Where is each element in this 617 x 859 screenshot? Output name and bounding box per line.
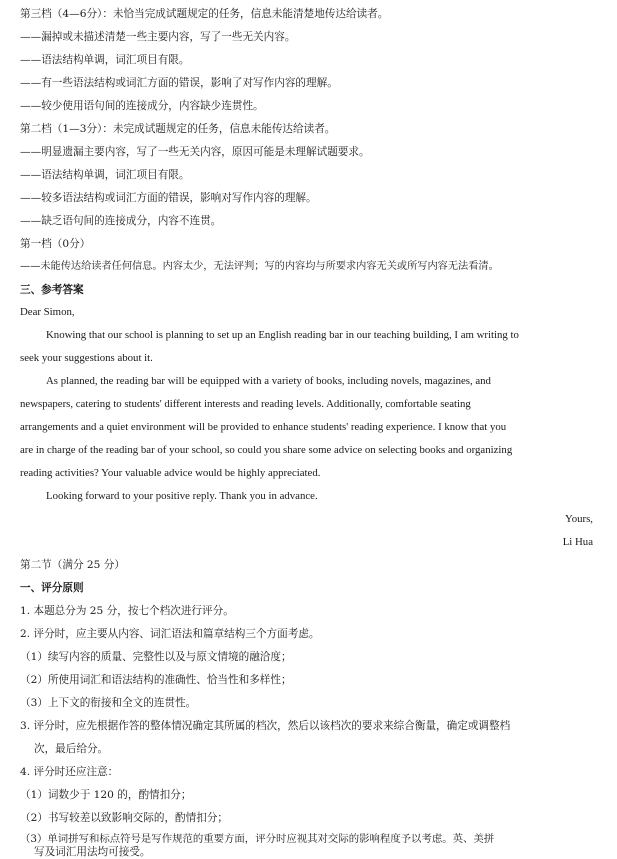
- letter-p3: Looking forward to your positive reply. Thank you in advance.: [46, 490, 318, 502]
- letter-p1-line1: Knowing that our school is planning to set up an English reading bar in our teaching building, I am writing to: [46, 329, 519, 341]
- letter-p2-line5: reading activities? Your valuable advice would be highly appreciated.: [20, 467, 321, 479]
- grade3-item-2: ——语法结构单调，词汇项目有限。: [20, 54, 190, 66]
- principle-4-item-3-line1: （3）单词拼写和标点符号是写作规范的重要方面，评分时应视其对交际的影响程度予以考虑。英、美拼: [20, 833, 495, 845]
- principle-4: 4. 评分时还应注意：: [20, 766, 119, 778]
- principle-2-item-3: （3）上下文的衔接和全文的连贯性。: [20, 697, 197, 709]
- principle-3-line1: 3. 评分时，应先根据作答的整体情况确定其所属的档次，然后以该档次的要求来综合衡量，确定或调整档: [20, 720, 511, 732]
- letter-p2-line3: arrangements and a quiet environment will be provided to enhance students' reading experience. I know that you: [20, 421, 507, 433]
- letter-closing: Yours,: [564, 513, 593, 525]
- grade1-title: 第一档（0分）: [20, 238, 91, 250]
- letter-signature: Li Hua: [562, 536, 593, 548]
- grade2-item-3: ——较多语法结构或词汇方面的错误，影响对写作内容的理解。: [20, 192, 317, 204]
- grade2-item-1: ——明显遗漏主要内容，写了一些无关内容，原因可能是未理解试题要求。: [20, 146, 370, 158]
- section2-title: 第二节（满分 25 分）: [20, 559, 125, 571]
- grade1-item-1: ——未能传达给读者任何信息。内容太少，无法评判；写的内容均与所要求内容无关或所写内容无法看清。: [20, 261, 499, 272]
- grade2-item-4: ——缺乏语句间的连接成分，内容不连贯。: [20, 215, 222, 227]
- principle-3-line2: 次，最后给分。: [34, 743, 109, 755]
- letter-salutation: Dear Simon,: [20, 306, 75, 318]
- letter-p2-line4: are in charge of the reading bar of your school, so could you share some advice on selecting books and organizing: [20, 444, 513, 456]
- principles-heading: 一、评分原则: [20, 582, 84, 594]
- principle-1: 1. 本题总分为 25 分，按七个档次进行评分。: [20, 605, 234, 617]
- principle-2-item-1: （1）续写内容的质量、完整性以及与原文情境的融洽度；: [20, 651, 292, 663]
- principle-4-item-2: （2）书写较差以致影响交际的，酌情扣分；: [20, 812, 229, 824]
- principle-4-item-3-line2: 写及词汇用法均可接受。: [34, 846, 151, 858]
- principle-2-item-2: （2）所使用词汇和语法结构的准确性、恰当性和多样性；: [20, 674, 292, 686]
- grade3-item-4: ——较少使用语句间的连接成分，内容缺少连贯性。: [20, 100, 264, 112]
- principle-4-item-1: （1）词数少于 120 的，酌情扣分；: [20, 789, 192, 801]
- grade2-item-2: ——语法结构单调，词汇项目有限。: [20, 169, 190, 181]
- letter-p2-line1: As planned, the reading bar will be equipped with a variety of books, including novels, magazines, and: [46, 375, 491, 387]
- answer-heading: 三、参考答案: [20, 284, 84, 296]
- grade3-title: 第三档（4—6分）：未恰当完成试题规定的任务，信息未能清楚地传达给读者。: [20, 8, 389, 20]
- letter-p2-line2: newspapers, catering to students' different interests and reading levels. Additionally, comfortable seating: [20, 398, 471, 410]
- principle-2: 2. 评分时，应主要从内容、词汇语法和篇章结构三个方面考虑。: [20, 628, 320, 640]
- grade2-title: 第二档（1—3分）：未完成试题规定的任务，信息未能传达给读者。: [20, 123, 336, 135]
- grade3-item-3: ——有一些语法结构或词汇方面的错误，影响了对写作内容的理解。: [20, 77, 338, 89]
- grade3-item-1: ——漏掉或未描述清楚一些主要内容，写了一些无关内容。: [20, 31, 296, 43]
- letter-p1-line2: seek your suggestions about it.: [20, 352, 153, 364]
